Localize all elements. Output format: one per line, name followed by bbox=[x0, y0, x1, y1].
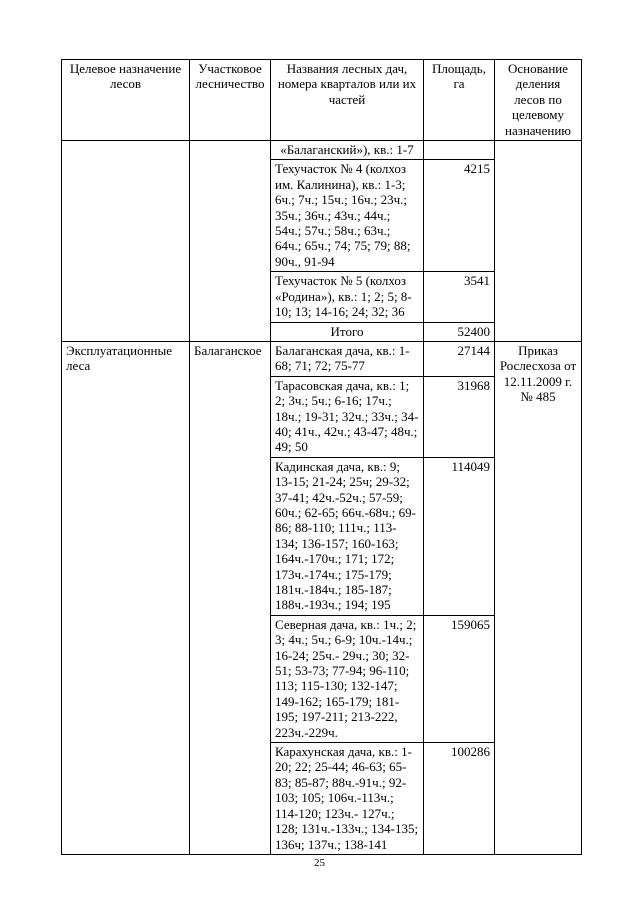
area-cell: 4215 bbox=[424, 160, 495, 272]
header-forestry: Участковое лесничество bbox=[190, 60, 271, 141]
table-header-row bbox=[62, 60, 582, 141]
section-name-cell: Северная дача, кв.: 1ч.; 2; 3; 4ч.; 5ч.; 6-9; 10ч.-14ч.; 16-24; 25ч.- 29ч.; 30; 32-51; 53-73; 77-94; 96-110; 113; 115-130; 132-147; 149-162; 165-179; 181-195; 197-211; 213-222, 223ч.-229ч. bbox=[271, 615, 424, 742]
area-cell: 114049 bbox=[424, 457, 495, 615]
forestry-cell: Балаганское bbox=[190, 341, 271, 854]
area-cell: 100286 bbox=[424, 743, 495, 855]
total-value-cell: 52400 bbox=[424, 322, 495, 341]
area-cell: 159065 bbox=[424, 615, 495, 742]
area-cell: 31968 bbox=[424, 376, 495, 457]
continuation-cell: «Балаганский»), кв.: 1-7 bbox=[271, 141, 424, 160]
section-name-cell: Техучасток № 5 (колхоз «Родина»), кв.: 1; 2; 5; 8-10; 13; 14-16; 24; 32; 36 bbox=[271, 272, 424, 322]
purpose-cell: Эксплуатационные леса bbox=[62, 341, 190, 854]
header-basis: Основание деления лесов по целевому назначению bbox=[495, 60, 582, 141]
basis-cell: Приказ Рослесхоза от 12.11.2009 г. № 485 bbox=[495, 341, 582, 854]
section-name-cell: Балаганская дача, кв.: 1-68; 71; 72; 75-77 bbox=[271, 341, 424, 376]
table-row bbox=[62, 141, 582, 160]
table-row bbox=[62, 341, 582, 376]
area-cell: 27144 bbox=[424, 341, 495, 376]
header-names: Названия лесных дач, номера кварталов или их частей bbox=[271, 60, 424, 141]
continuation-area-cell bbox=[424, 141, 495, 160]
section-name-cell: Техучасток № 4 (колхоз им. Калинина), кв.: 1-3; 6ч.; 7ч.; 15ч.; 16ч.; 23ч.; 35ч.; 36ч.; 43ч.; 44ч.; 54ч.; 57ч.; 58ч.; 63ч.; 64ч.; 65ч.; 74; 75; 79; 88; 90ч., 91-94 bbox=[271, 160, 424, 272]
page-number: 25 bbox=[314, 857, 325, 869]
purpose-cell-empty bbox=[62, 141, 190, 342]
basis-cell-empty bbox=[495, 141, 582, 342]
total-label-cell: Итого bbox=[271, 322, 424, 341]
section-name-cell: Тарасовская дача, кв.: 1; 2; 3ч.; 5ч.; 6-16; 17ч.; 18ч.; 19-31; 32ч.; 33ч.; 34-40; 41ч., 42ч.; 43-47; 48ч.; 49; 50 bbox=[271, 376, 424, 457]
section-name-cell: Кадинская дача, кв.: 9; 13-15; 21-24; 25ч; 29-32; 37-41; 42ч.-52ч.; 57-59; 60ч.; 62-65; 66ч.-68ч.; 69-86; 88-110; 111ч.; 113-134; 136-157; 160-163; 164ч.-170ч.; 171; 172; 173ч.-174ч.; 175-179; 181ч.-184ч.; 185-187; 188ч.-193ч.; 194; 195 bbox=[271, 457, 424, 615]
header-area: Площадь, га bbox=[424, 60, 495, 141]
area-cell: 3541 bbox=[424, 272, 495, 322]
header-purpose: Целевое назначение лесов bbox=[62, 60, 190, 141]
forestry-cell-empty bbox=[190, 141, 271, 342]
section-name-cell: Карахунская дача, кв.: 1-20; 22; 25-44; 46-63; 65-83; 85-87; 88ч.-91ч.; 92-103; 105; 106ч.-113ч.; 114-120; 123ч.- 127ч.; 128; 131ч.-133ч.; 134-135; 136ч; 137ч.; 138-141 bbox=[271, 743, 424, 855]
forest-table bbox=[61, 59, 582, 855]
